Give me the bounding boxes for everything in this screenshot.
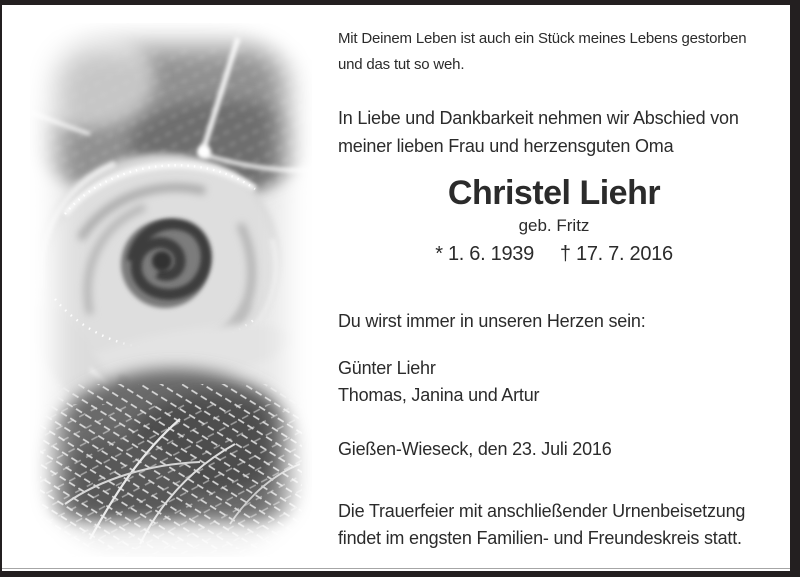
life-dates <box>338 241 770 267</box>
epigraph-line-1: Mit Deinem Leben ist auch ein Stück meines Lebens gestorben <box>338 30 747 47</box>
funeral-info <box>338 498 745 552</box>
intro-line-1: In Liebe und Dankbarkeit nehmen wir Abschied von <box>338 108 739 128</box>
intro-line-2: meiner lieben Frau und herzensguten Oma <box>338 136 674 156</box>
mourner-line-2: Thomas, Janina und Artur <box>338 385 540 405</box>
mourner-line-1: Günter Liehr <box>338 358 436 378</box>
birth-date: * 1. 6. 1939 <box>435 243 534 265</box>
rose-photo-svg <box>30 23 312 557</box>
death-date: † 17. 7. 2016 <box>559 243 673 265</box>
fern-foliage <box>30 369 312 557</box>
epigraph <box>338 26 746 78</box>
deceased-name: Christel Liehr <box>447 174 661 212</box>
funeral-line-1: Die Trauerfeier mit anschließender Urnenbeisetzung <box>338 501 746 521</box>
funeral-line-2: findet im engsten Familien- und Freundeskreis statt. <box>338 528 742 548</box>
maiden-name: geb. Fritz <box>518 216 590 235</box>
mourners <box>338 355 539 409</box>
epigraph-line-2: und das tut so weh. <box>338 56 465 73</box>
sparkle-highlight <box>197 145 211 159</box>
place-and-date: Gießen-Wieseck, den 23. Juli 2016 <box>338 439 612 459</box>
remembrance-line: Du wirst immer in unseren Herzen sein: <box>338 311 646 331</box>
bottom-divider <box>2 568 790 569</box>
intro-text <box>338 104 739 160</box>
rose-photo <box>30 23 312 557</box>
